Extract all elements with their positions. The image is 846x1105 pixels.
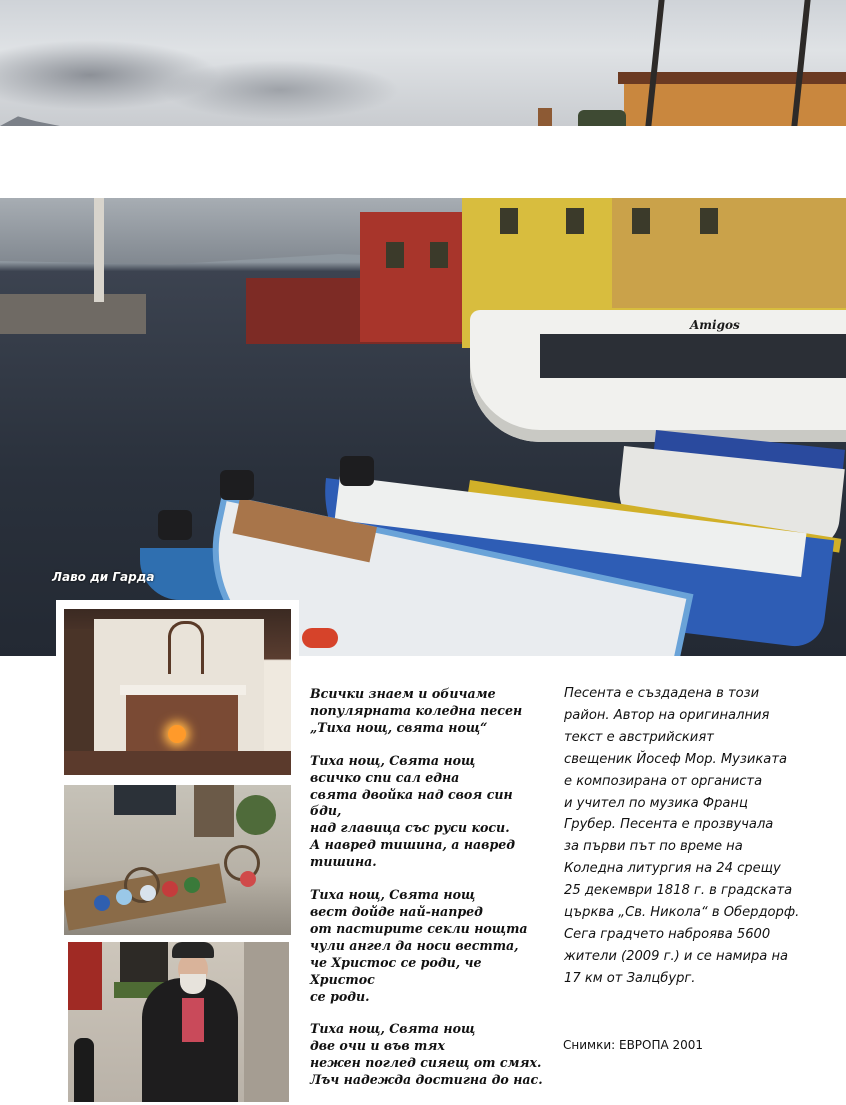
door — [194, 785, 234, 837]
main-photo-caption: Лаво ди Гарда — [52, 570, 155, 584]
antlers — [168, 621, 204, 674]
top-harbour-photo — [0, 0, 846, 126]
glass-ball — [94, 895, 110, 911]
window — [386, 242, 404, 268]
info-line: свещеник Йосеф Мор. Музиката — [564, 751, 787, 767]
fireplace-opening — [126, 695, 238, 751]
info-line: църква „Св. Никола“ в Обердорф. — [564, 905, 800, 921]
glass-ball — [240, 871, 256, 887]
info-line: текст е австрийският — [564, 729, 714, 745]
info-line: жители (2009 г.) и се намира на — [564, 948, 789, 964]
info-line: и учител по музика Франц — [564, 795, 748, 811]
window — [566, 208, 584, 234]
window — [114, 785, 176, 815]
cart-photo — [64, 785, 291, 935]
window — [700, 208, 718, 234]
poem-intro: Всички знаем и обичаме популярната коледна песен „Тиха нощ, свята нощ“ — [310, 686, 523, 735]
lake-garda-harbour-photo — [0, 198, 846, 656]
window — [500, 208, 518, 234]
info-line: 25 декември 1818 г. в градската — [564, 883, 793, 899]
outboard-motor — [340, 456, 374, 486]
ferry-windows — [540, 334, 846, 378]
info-column — [564, 683, 804, 990]
poem-stanza-3: Тиха нощ, Свята нощ две очи и във тях нежен поглед сияещ от смях. Лъч надежда достигна до нас. — [310, 1021, 543, 1088]
plant — [236, 795, 276, 835]
mantel — [120, 685, 246, 695]
info-line: е композирана от органиста — [564, 773, 763, 789]
hydrant — [74, 1038, 94, 1102]
life-ring — [302, 628, 338, 648]
window — [632, 208, 650, 234]
outboard-motor — [158, 510, 192, 540]
info-line: за първи път по време на — [564, 839, 743, 855]
photo-credits: Снимки: ЕВРОПА 2001 — [563, 1038, 704, 1052]
ferry-name: Amigos — [690, 318, 740, 332]
trees — [578, 110, 626, 126]
red-building — [360, 212, 472, 342]
mountain — [0, 114, 60, 126]
info-line: Песента е създадена в този — [564, 686, 760, 701]
glass-ball — [162, 881, 178, 897]
statue-photo — [68, 942, 289, 1102]
house — [624, 78, 846, 126]
poem-column — [310, 686, 546, 1105]
statue-shirt — [182, 998, 204, 1042]
window — [430, 242, 448, 268]
lamp-post — [94, 198, 104, 302]
glass-ball — [184, 877, 200, 893]
cloud — [160, 60, 400, 120]
wall — [244, 942, 289, 1102]
chimney — [538, 108, 552, 126]
info-line: район. Автор на оригиналния — [564, 707, 770, 723]
glass-ball — [140, 885, 156, 901]
fireplace-photo — [64, 609, 291, 775]
door — [64, 629, 94, 769]
info-line: Коледна литургия на 24 срещу — [564, 861, 781, 877]
floor — [64, 751, 291, 775]
fire — [168, 725, 186, 743]
statue-hat — [172, 942, 214, 958]
poem-stanza-1: Тиха нощ, Свята нощ всичко спи сал една свята двойка над своя син бди, над главица със руси коси. А навред тишина, а навред тишина. — [310, 752, 516, 870]
info-line: Грубер. Песента е прозвучала — [564, 817, 774, 833]
info-line: Сега градчето наброява 5600 — [564, 926, 771, 942]
info-line: 17 км от Залцбург. — [564, 970, 696, 986]
outboard-motor — [220, 470, 254, 500]
red-shutter — [68, 942, 102, 1010]
pier — [0, 294, 146, 334]
poem-stanza-2: Тиха нощ, Свята нощ вест дойде най-напред от пастирите секли нощта чули ангел да носи вестта, че Христос се роди, че Христос се роди. — [310, 887, 528, 1004]
glass-ball — [116, 889, 132, 905]
